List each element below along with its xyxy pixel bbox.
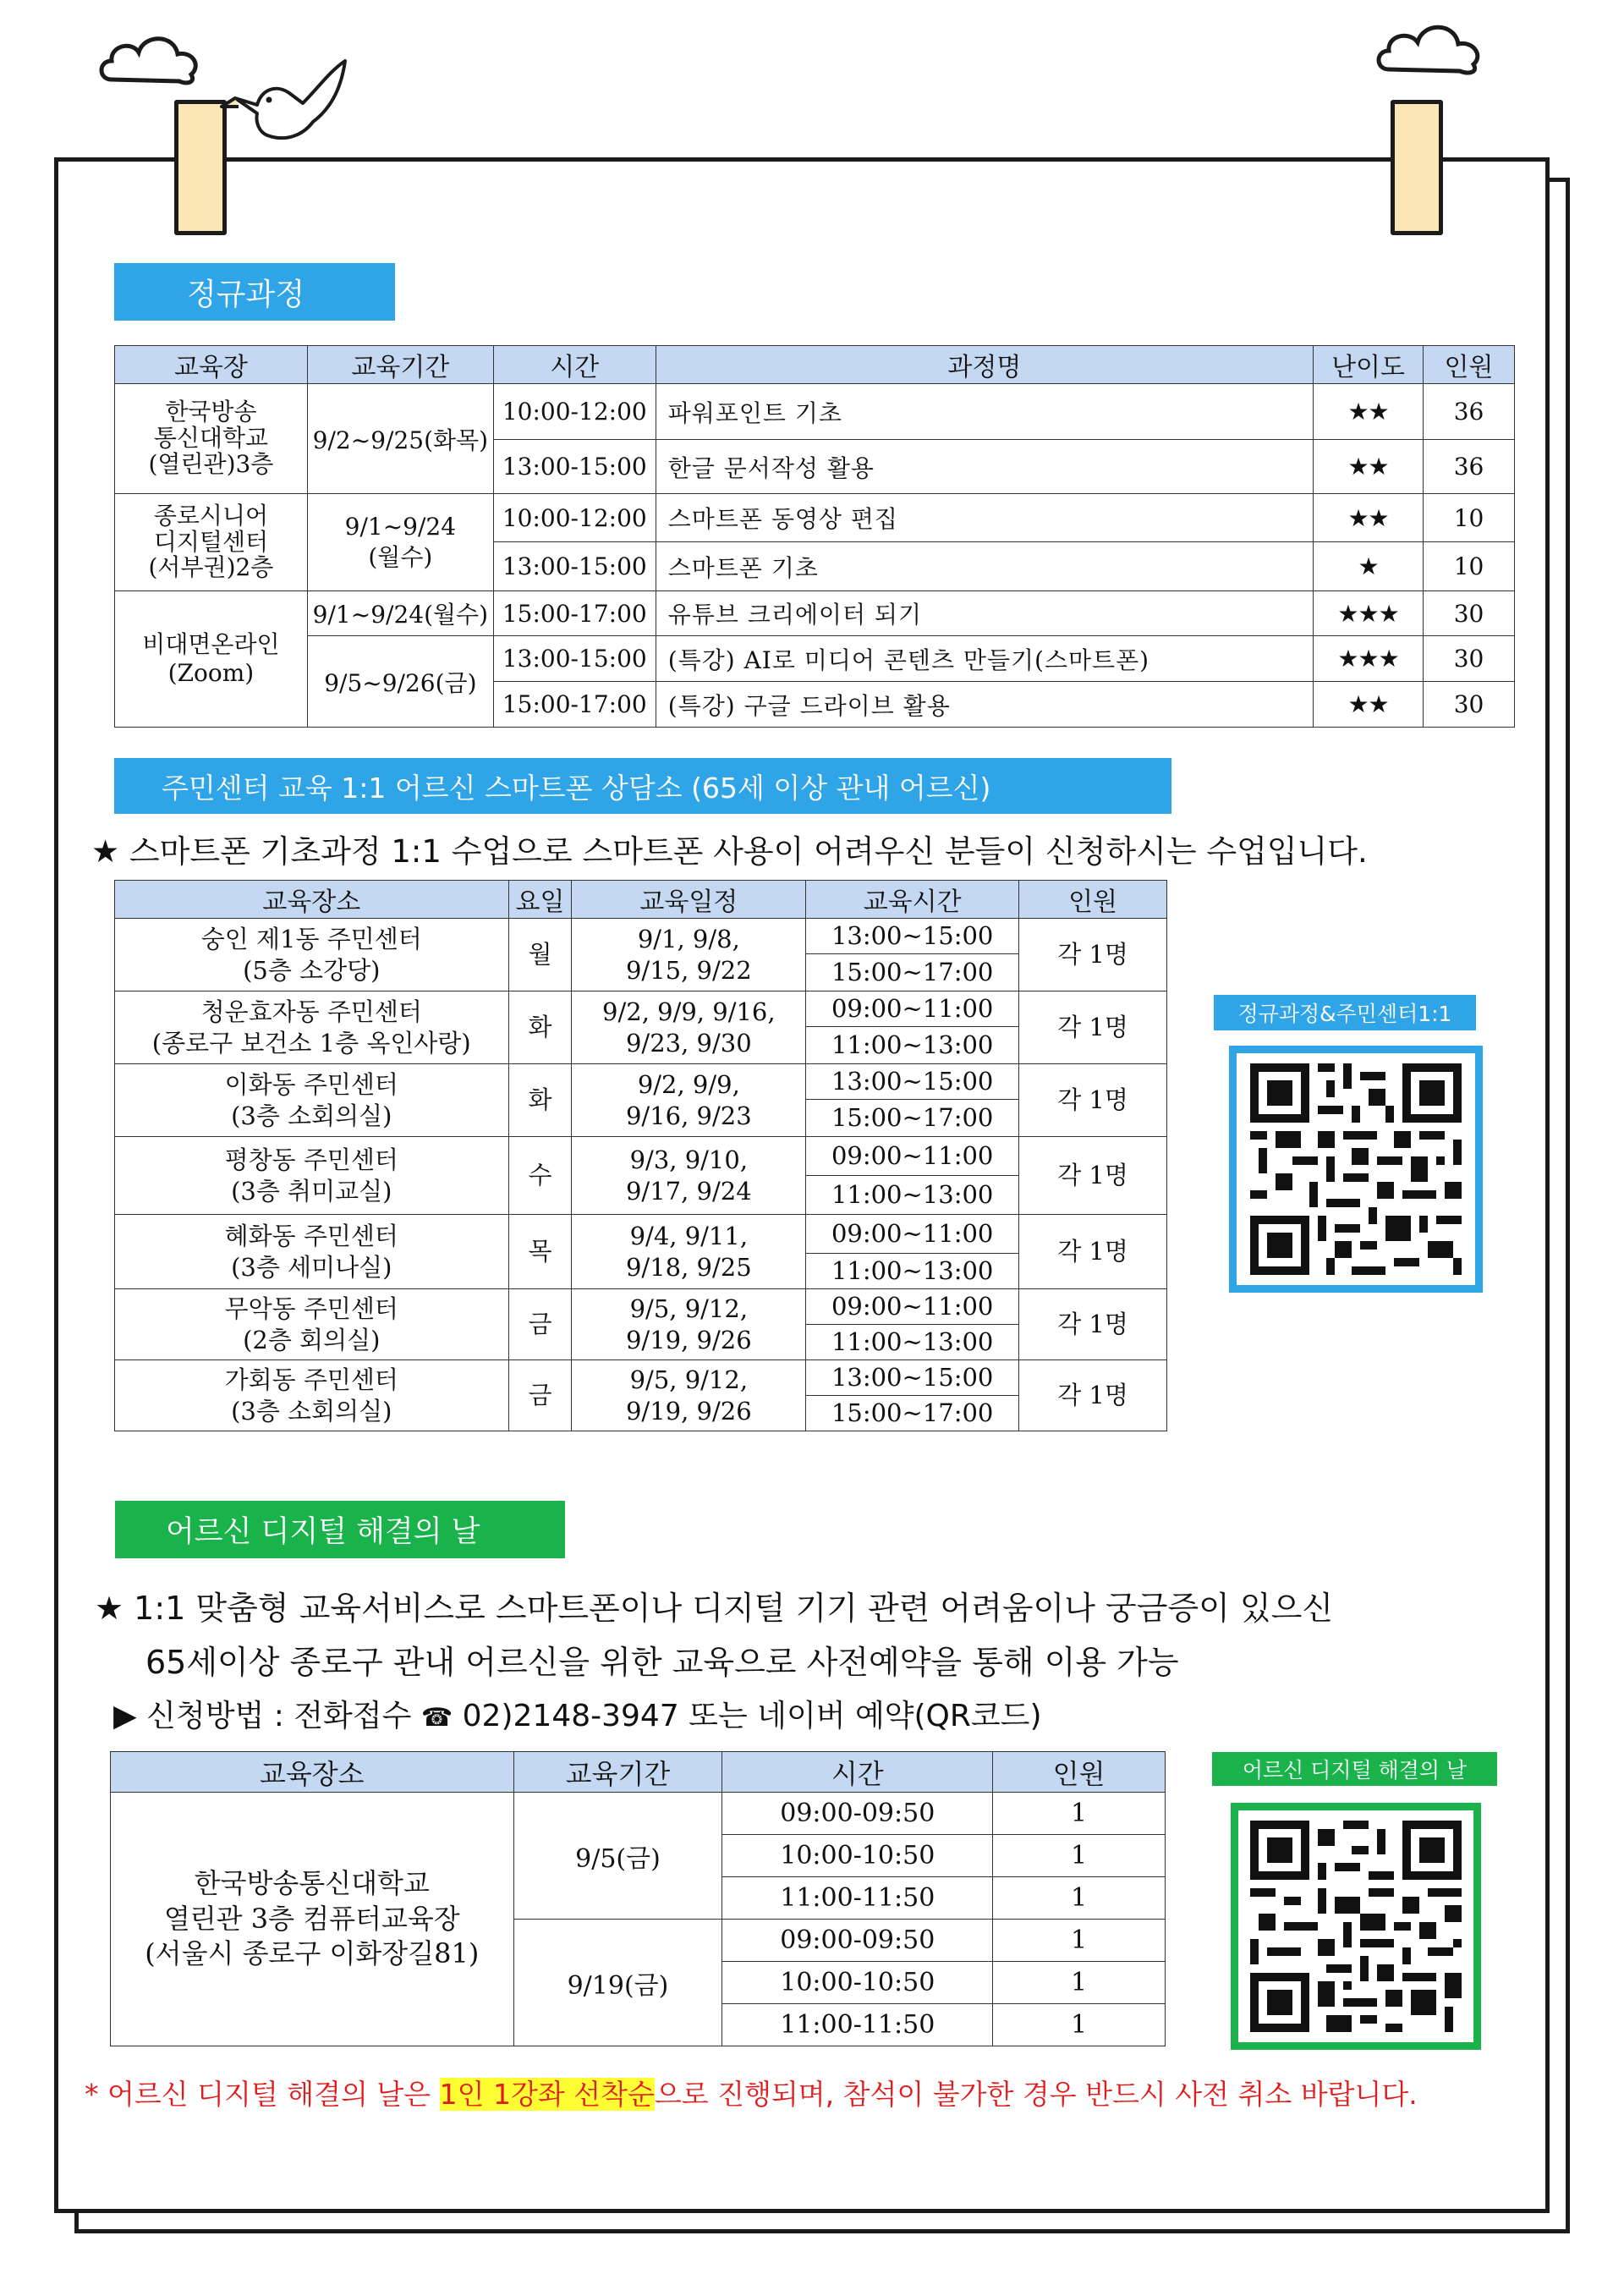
table-row [115,1215,1167,1254]
place-cell: 무악동 주민센터 (2층 회의실) [115,1289,509,1360]
count-cell: 1 [993,1962,1166,2004]
period-cell: 9/1~9/24 (월수) [307,494,493,591]
table-header: 교육장 [115,346,308,384]
place-cell: 청운효자동 주민센터 (종로구 보건소 1층 옥인사랑) [115,991,509,1064]
table-header-row [111,1752,1166,1793]
course-name-cell: 파워포인트 기초 [656,384,1313,440]
regular-course-table [114,345,1515,728]
day-cell: 금 [508,1360,572,1431]
time-cell: 13:00~15:00 [806,919,1019,954]
dates-cell: 9/5, 9/12, 9/19, 9/26 [572,1360,806,1431]
time-cell: 11:00~13:00 [806,1176,1019,1215]
table-header: 교육기간 [307,346,493,384]
digital-day-label [115,1501,565,1558]
apply-text: 02)2148-3947 또는 네이버 예약(QR코드) [462,1699,1042,1733]
footnote [85,2073,1418,2112]
table-header: 인원 [993,1752,1166,1793]
time-cell: 10:00-10:50 [722,1962,993,2004]
day-cell: 목 [508,1215,572,1289]
course-name-cell: 스마트폰 기초 [656,542,1313,591]
time-cell: 10:00-12:00 [493,384,656,440]
center-table [114,880,1167,1431]
table-row [115,991,1167,1027]
table-header: 난이도 [1314,346,1424,384]
table-header: 과정명 [656,346,1313,384]
clip-right [1391,100,1443,235]
time-cell: 09:00-09:50 [722,1920,993,1962]
count-cell: 각 1명 [1019,1137,1167,1215]
qr1-label: 정규과정&주민센터1:1 [1214,995,1476,1030]
footnote-pre: * 어르신 디지털 해결의 날은 [85,2078,440,2111]
day-cell: 화 [508,991,572,1064]
table-header: 교육시간 [806,881,1019,919]
table-row [115,1064,1167,1100]
count-cell: 각 1명 [1019,991,1167,1064]
count-cell: 1 [993,1793,1166,1835]
table-row [115,636,1515,682]
level-cell: ★★ [1314,494,1424,542]
cloud-right-icon [1372,14,1490,81]
table-header-row [115,881,1167,919]
regular-course-label [114,263,395,321]
count-cell: 각 1명 [1019,1289,1167,1360]
count-cell: 30 [1424,682,1515,728]
phone-icon: ☎ [420,1703,453,1733]
table-header: 교육일정 [572,881,806,919]
period-cell: 9/19(금) [513,1920,722,2046]
time-cell: 11:00~13:00 [806,1254,1019,1289]
time-cell: 15:00~17:00 [806,954,1019,991]
table-header: 교육장소 [111,1752,514,1793]
qr-code-digital [1231,1803,1481,2050]
apply-prefix: 신청방법 : 전화접수 [146,1699,412,1733]
bird-icon [218,54,362,156]
period-cell: 9/1~9/24(월수) [307,591,493,636]
dates-cell: 9/2, 9/9, 9/16, 9/23, 9/30 [572,991,806,1064]
course-name-cell: 유튜브 크리에이터 되기 [656,591,1313,636]
table-header: 교육기간 [513,1752,722,1793]
center-course-title: 주민센터 교육 1:1 어르신 스마트폰 상담소 (65세 이상 관내 어르신) [162,771,991,805]
level-cell: ★★ [1314,682,1424,728]
period-cell: 9/5(금) [513,1793,722,1920]
dates-cell: 9/1, 9/8, 9/15, 9/22 [572,919,806,991]
count-cell: 각 1명 [1019,919,1167,991]
time-cell: 09:00~11:00 [806,1289,1019,1325]
dates-cell: 9/5, 9/12, 9/19, 9/26 [572,1289,806,1360]
qr-code-icon [1250,1063,1462,1275]
table-header: 인원 [1019,881,1167,919]
count-cell: 30 [1424,591,1515,636]
time-cell: 11:00-11:50 [722,2004,993,2046]
qr-code-regular [1229,1046,1483,1293]
table-row [115,494,1515,542]
time-cell: 09:00~11:00 [806,1215,1019,1254]
center-course-label [114,758,1171,814]
table-row [115,591,1515,636]
table-row [115,384,1515,440]
time-cell: 13:00~15:00 [806,1064,1019,1100]
count-cell: 36 [1424,440,1515,494]
digital-intro-line2: 65세이상 종로구 관내 어르신을 위한 교육으로 사전예약을 통해 이용 가능 [145,1644,1179,1681]
center-table-body [115,919,1167,1431]
place-cell: 한국방송통신대학교 열린관 3층 컴퓨터교육장 (서울시 종로구 이화장길81) [111,1793,514,2046]
level-cell: ★★★ [1314,591,1424,636]
digital-intro-line1: ★ 1:1 맞춤형 교육서비스로 스마트폰이나 디지털 기기 관련 어려움이나 궁금증이 있으신 [95,1590,1334,1627]
table-header: 시간 [722,1752,993,1793]
table-row [115,1137,1167,1176]
place-cell: 이화동 주민센터 (3층 소회의실) [115,1064,509,1137]
count-cell: 1 [993,1920,1166,1962]
time-cell: 11:00~13:00 [806,1027,1019,1064]
count-cell: 30 [1424,636,1515,682]
cloud-left-icon [95,24,205,91]
time-cell: 11:00~13:00 [806,1325,1019,1360]
count-cell: 각 1명 [1019,1215,1167,1289]
day-cell: 금 [508,1289,572,1360]
table-row [111,1793,1166,1835]
time-cell: 13:00~15:00 [806,1360,1019,1396]
count-cell: 10 [1424,494,1515,542]
level-cell: ★ [1314,542,1424,591]
table-header: 교육장소 [115,881,509,919]
count-cell: 1 [993,1835,1166,1877]
level-cell: ★★★ [1314,636,1424,682]
table-header-row [115,346,1515,384]
place-cell: 비대면온라인 (Zoom) [115,591,308,728]
time-cell: 10:00-10:50 [722,1835,993,1877]
level-cell: ★★ [1314,440,1424,494]
period-cell: 9/2~9/25(화목) [307,384,493,494]
apply-method [113,1692,1042,1735]
center-intro-text: ★ 스마트폰 기초과정 1:1 수업으로 스마트폰 사용이 어려우신 분들이 신청하시는 수업입니다. [91,833,1368,870]
count-cell: 1 [993,2004,1166,2046]
time-cell: 09:00-09:50 [722,1793,993,1835]
count-cell: 36 [1424,384,1515,440]
time-cell: 09:00~11:00 [806,991,1019,1027]
level-cell: ★★ [1314,384,1424,440]
place-cell: 평창동 주민센터 (3층 취미교실) [115,1137,509,1215]
time-cell: 10:00-12:00 [493,494,656,542]
qr-code-icon [1250,1821,1462,2032]
time-cell: 15:00~17:00 [806,1100,1019,1137]
time-cell: 11:00-11:50 [722,1877,993,1920]
time-cell: 13:00-15:00 [493,440,656,494]
course-name-cell: 한글 문서작성 활용 [656,440,1313,494]
count-cell: 각 1명 [1019,1064,1167,1137]
course-name-cell: (특강) 구글 드라이브 활용 [656,682,1313,728]
arrow-icon: ▶ [113,1699,137,1733]
day-cell: 월 [508,919,572,991]
footnote-post: 으로 진행되며, 참석이 불가한 경우 반드시 사전 취소 바랍니다. [654,2078,1418,2111]
time-cell: 09:00~11:00 [806,1137,1019,1176]
time-cell: 15:00-17:00 [493,591,656,636]
footnote-highlight: 1인 1강좌 선착순 [439,2078,655,2111]
table-header: 요일 [508,881,572,919]
count-cell: 1 [993,1877,1166,1920]
time-cell: 13:00-15:00 [493,542,656,591]
place-cell: 가회동 주민센터 (3층 소회의실) [115,1360,509,1431]
time-cell: 15:00~17:00 [806,1396,1019,1431]
day-cell: 수 [508,1137,572,1215]
qr2-label: 어르신 디지털 해결의 날 [1212,1752,1497,1786]
place-cell: 숭인 제1동 주민센터 (5층 소강당) [115,919,509,991]
count-cell: 10 [1424,542,1515,591]
place-cell: 한국방송 통신대학교 (열린관)3층 [115,384,308,494]
place-cell: 혜화동 주민센터 (3층 세미나실) [115,1215,509,1289]
table-header: 인원 [1424,346,1515,384]
dates-cell: 9/3, 9/10, 9/17, 9/24 [572,1137,806,1215]
dates-cell: 9/4, 9/11, 9/18, 9/25 [572,1215,806,1289]
dates-cell: 9/2, 9/9, 9/16, 9/23 [572,1064,806,1137]
table-row [115,1289,1167,1325]
course-name-cell: 스마트폰 동영상 편집 [656,494,1313,542]
time-cell: 15:00-17:00 [493,682,656,728]
table-header: 시간 [493,346,656,384]
period-cell: 9/5~9/26(금) [307,636,493,728]
table-row [115,1360,1167,1396]
regular-course-title: 정규과정 [187,277,305,312]
place-cell: 종로시니어 디지털센터 (서부권)2층 [115,494,308,591]
digital-day-table [110,1751,1166,2046]
count-cell: 각 1명 [1019,1360,1167,1431]
table-row [115,919,1167,954]
day-cell: 화 [508,1064,572,1137]
course-name-cell: (특강) AI로 미디어 콘텐츠 만들기(스마트폰) [656,636,1313,682]
digital-day-title: 어르신 디지털 해결의 날 [166,1515,480,1549]
time-cell: 13:00-15:00 [493,636,656,682]
